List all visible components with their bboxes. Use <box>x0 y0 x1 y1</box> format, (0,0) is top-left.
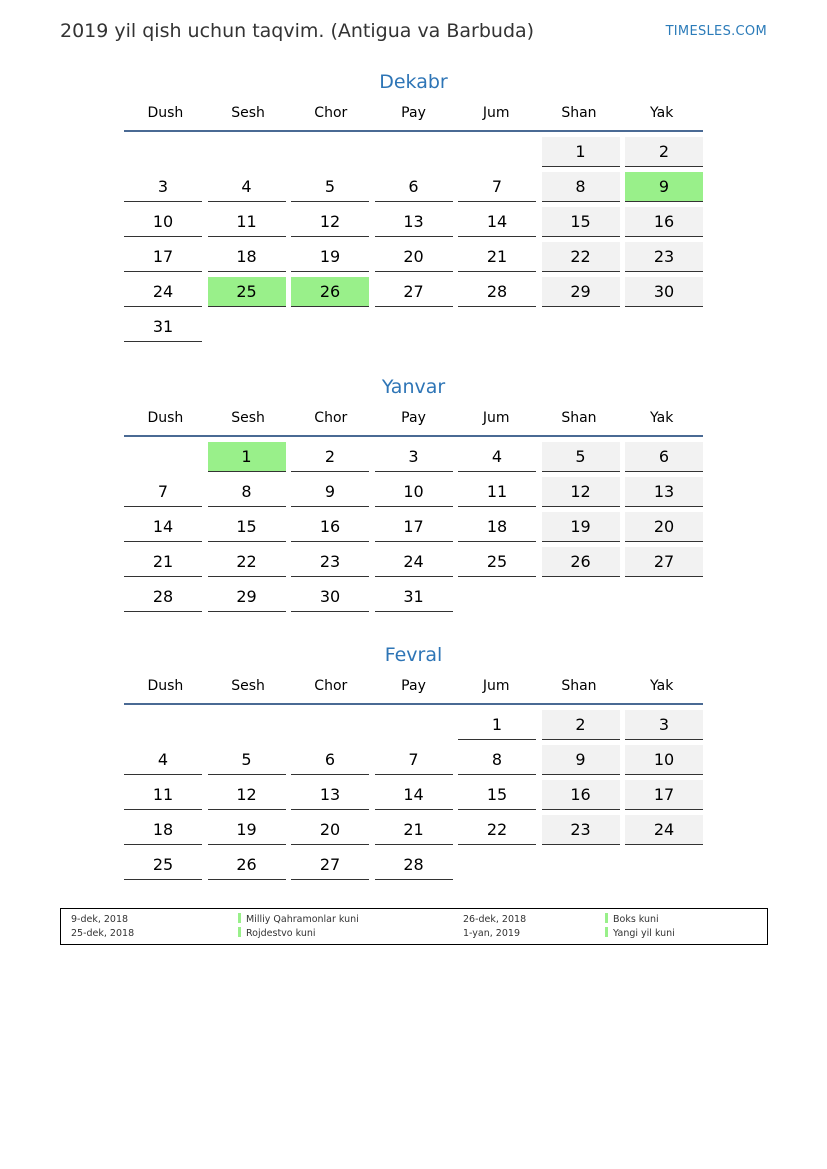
day-cell: 2 <box>625 137 703 167</box>
weekday-label: Dush <box>147 678 184 694</box>
weekday-label: Chor <box>314 105 348 121</box>
weekday-label: Yak <box>650 678 674 694</box>
day-cell: 24 <box>124 277 202 307</box>
day-cell: 3 <box>375 442 453 472</box>
legend-date: 26-dek, 2018 <box>463 914 527 925</box>
day-cell: 22 <box>542 242 620 272</box>
day-cell: 18 <box>208 242 286 272</box>
month-february <box>124 641 703 880</box>
legend-name: Yangi yil kuni <box>613 928 675 939</box>
day-cell: 23 <box>625 242 703 272</box>
day-cell: 18 <box>124 815 202 845</box>
day-cell: 30 <box>625 277 703 307</box>
day-cell: 13 <box>625 477 703 507</box>
empty-cell <box>291 137 369 167</box>
legend-item <box>238 927 316 940</box>
day-cell: 6 <box>375 172 453 202</box>
day-cell: 4 <box>208 172 286 202</box>
empty-cell <box>124 710 202 740</box>
day-cell: 17 <box>625 780 703 810</box>
day-cell: 19 <box>291 242 369 272</box>
day-cell: 17 <box>124 242 202 272</box>
day-cell: 15 <box>542 207 620 237</box>
holiday-day-cell: 25 <box>208 277 286 307</box>
day-cell: 23 <box>542 815 620 845</box>
legend-name: Rojdestvo kuni <box>246 928 316 939</box>
day-cell: 5 <box>291 172 369 202</box>
day-cell: 21 <box>124 547 202 577</box>
day-cell: 1 <box>458 710 536 740</box>
day-cell: 10 <box>375 477 453 507</box>
site-link[interactable]: TIMESLES.COM <box>665 24 767 39</box>
day-cell: 10 <box>625 745 703 775</box>
day-cell: 5 <box>208 745 286 775</box>
weekday-label: Sesh <box>231 105 265 121</box>
weekday-label: Jum <box>482 105 510 121</box>
day-cell: 8 <box>208 477 286 507</box>
legend-item <box>605 913 659 926</box>
weekday-label: Sesh <box>231 678 265 694</box>
day-cell: 9 <box>291 477 369 507</box>
day-cell: 4 <box>458 442 536 472</box>
day-cell: 20 <box>375 242 453 272</box>
day-cell: 27 <box>625 547 703 577</box>
day-cell: 29 <box>208 582 286 612</box>
day-cell: 19 <box>208 815 286 845</box>
day-cell: 22 <box>208 547 286 577</box>
day-cell: 22 <box>458 815 536 845</box>
day-cell: 24 <box>375 547 453 577</box>
day-cell: 13 <box>375 207 453 237</box>
day-cell: 8 <box>542 172 620 202</box>
day-grid <box>124 710 703 880</box>
day-cell: 12 <box>291 207 369 237</box>
day-cell: 4 <box>124 745 202 775</box>
holiday-marker <box>605 927 608 937</box>
day-cell: 14 <box>458 207 536 237</box>
empty-cell <box>124 137 202 167</box>
day-cell: 30 <box>291 582 369 612</box>
holiday-legend <box>60 908 768 945</box>
weekday-label: Shan <box>561 678 597 694</box>
day-cell: 21 <box>375 815 453 845</box>
day-cell: 16 <box>542 780 620 810</box>
weekday-label: Sesh <box>231 410 265 426</box>
day-cell: 21 <box>458 242 536 272</box>
weekday-label: Pay <box>401 410 426 426</box>
holiday-day-cell: 9 <box>625 172 703 202</box>
day-cell: 18 <box>458 512 536 542</box>
day-cell: 20 <box>625 512 703 542</box>
day-cell: 7 <box>375 745 453 775</box>
day-cell: 20 <box>291 815 369 845</box>
month-december <box>124 68 703 342</box>
empty-cell <box>375 137 453 167</box>
weekday-label: Jum <box>482 678 510 694</box>
legend-name: Milliy Qahramonlar kuni <box>246 914 359 925</box>
day-cell: 3 <box>124 172 202 202</box>
holiday-marker <box>238 927 241 937</box>
weekday-header <box>124 100 703 132</box>
month-january <box>124 373 703 612</box>
day-cell: 19 <box>542 512 620 542</box>
day-cell: 12 <box>542 477 620 507</box>
day-cell: 10 <box>124 207 202 237</box>
legend-date: 1-yan, 2019 <box>463 928 520 939</box>
empty-cell <box>208 137 286 167</box>
empty-cell <box>124 442 202 472</box>
day-cell: 28 <box>124 582 202 612</box>
weekday-label: Pay <box>401 678 426 694</box>
empty-cell <box>208 710 286 740</box>
day-cell: 31 <box>124 312 202 342</box>
legend-name: Boks kuni <box>613 914 659 925</box>
day-cell: 8 <box>458 745 536 775</box>
weekday-label: Jum <box>482 410 510 426</box>
empty-cell <box>458 137 536 167</box>
day-cell: 17 <box>375 512 453 542</box>
day-cell: 28 <box>458 277 536 307</box>
month-title: Fevral <box>384 644 443 666</box>
weekday-label: Dush <box>147 410 184 426</box>
day-grid <box>124 442 703 612</box>
page-title: 2019 yil qish uchun taqvim. (Antigua va Barbuda) <box>60 20 535 42</box>
weekday-header <box>124 673 703 705</box>
weekday-label: Shan <box>561 410 597 426</box>
holiday-day-cell: 26 <box>291 277 369 307</box>
day-cell: 27 <box>291 850 369 880</box>
holiday-marker <box>605 913 608 923</box>
day-cell: 11 <box>124 780 202 810</box>
weekday-label: Pay <box>401 105 426 121</box>
legend-item <box>238 913 359 926</box>
weekday-label: Yak <box>650 105 674 121</box>
day-cell: 3 <box>625 710 703 740</box>
day-cell: 14 <box>124 512 202 542</box>
day-cell: 12 <box>208 780 286 810</box>
day-cell: 27 <box>375 277 453 307</box>
day-cell: 7 <box>458 172 536 202</box>
day-cell: 25 <box>458 547 536 577</box>
day-cell: 6 <box>291 745 369 775</box>
legend-date: 25-dek, 2018 <box>71 928 135 939</box>
day-cell: 26 <box>542 547 620 577</box>
legend-date: 9-dek, 2018 <box>71 914 129 925</box>
day-cell: 24 <box>625 815 703 845</box>
weekday-label: Dush <box>147 105 184 121</box>
weekday-label: Yak <box>650 410 674 426</box>
day-cell: 31 <box>375 582 453 612</box>
day-cell: 9 <box>542 745 620 775</box>
day-cell: 15 <box>208 512 286 542</box>
day-grid <box>124 137 703 342</box>
day-cell: 11 <box>458 477 536 507</box>
weekday-header <box>124 405 703 437</box>
day-cell: 2 <box>291 442 369 472</box>
legend-item <box>605 927 675 940</box>
day-cell: 29 <box>542 277 620 307</box>
empty-cell <box>375 710 453 740</box>
empty-cell <box>291 710 369 740</box>
holiday-marker <box>238 913 241 923</box>
day-cell: 1 <box>542 137 620 167</box>
day-cell: 26 <box>208 850 286 880</box>
day-cell: 13 <box>291 780 369 810</box>
day-cell: 5 <box>542 442 620 472</box>
day-cell: 28 <box>375 850 453 880</box>
day-cell: 15 <box>458 780 536 810</box>
day-cell: 11 <box>208 207 286 237</box>
weekday-label: Shan <box>561 105 597 121</box>
day-cell: 16 <box>625 207 703 237</box>
day-cell: 14 <box>375 780 453 810</box>
day-cell: 23 <box>291 547 369 577</box>
day-cell: 7 <box>124 477 202 507</box>
day-cell: 2 <box>542 710 620 740</box>
month-title: Yanvar <box>381 376 446 398</box>
day-cell: 6 <box>625 442 703 472</box>
day-cell: 16 <box>291 512 369 542</box>
month-title: Dekabr <box>379 71 448 93</box>
holiday-day-cell: 1 <box>208 442 286 472</box>
weekday-label: Chor <box>314 678 348 694</box>
day-cell: 25 <box>124 850 202 880</box>
weekday-label: Chor <box>314 410 348 426</box>
